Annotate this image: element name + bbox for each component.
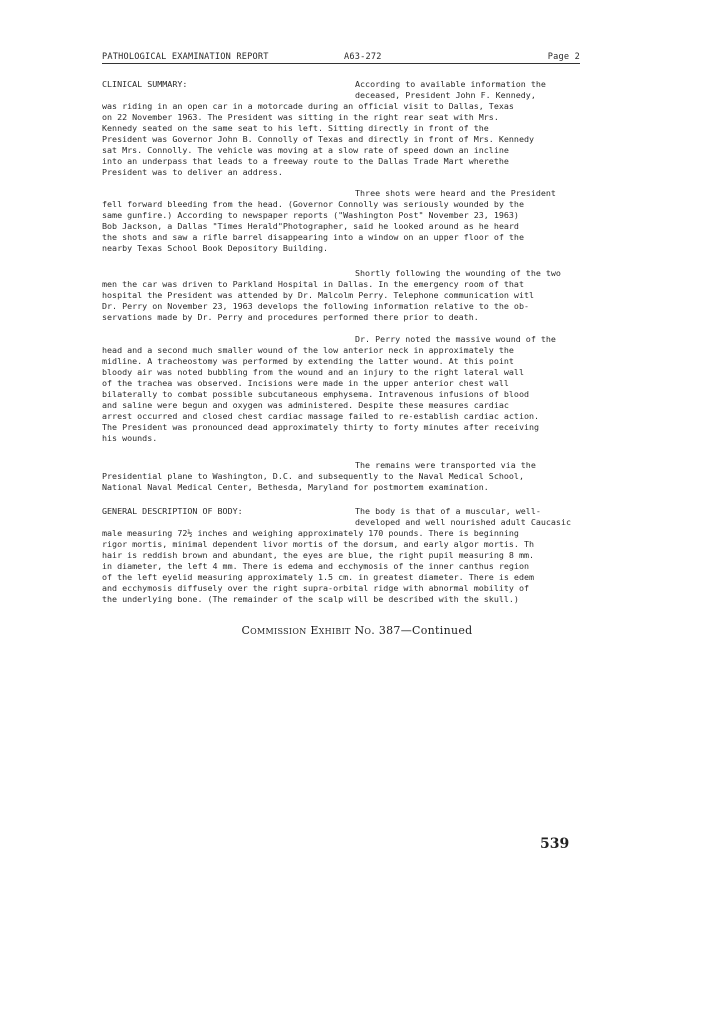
text-line: Dr. Perry noted the massive wound of the — [355, 334, 556, 344]
exhibit-caption-suffix: —Continued — [400, 624, 473, 637]
text-line: of the left eyelid measuring approximately 1.5 cm. in greatest diameter. There is edem — [102, 572, 535, 582]
report-title: PATHOLOGICAL EXAMINATION REPORT — [102, 52, 269, 62]
text-line: into an underpass that leads to a freeway route to the Dallas Trade Mart wherethe — [102, 156, 509, 166]
clinical-summary-label: CLINICAL SUMMARY: — [102, 79, 188, 89]
text-line: men the car was driven to Parkland Hospital in Dallas. In the emergency room of that — [102, 279, 524, 289]
text-line: hospital the President was attended by Dr. Malcolm Perry. Telephone communication witl — [102, 290, 535, 300]
text-line: the underlying bone. (The remainder of the scalp will be described with the skull.) — [102, 594, 519, 604]
text-line: arrest occurred and closed chest cardiac massage failed to re-establish cardiac action. — [102, 411, 540, 421]
text-line: his wounds. — [102, 433, 158, 443]
text-line: Presidential plane to Washington, D.C. and subsequently to the Naval Medical School, — [102, 471, 524, 481]
text-line: bloody air was noted bubbling from the wound and an injury to the right lateral wall — [102, 367, 524, 377]
text-line: on 22 November 1963. The President was sitting in the right rear seat with Mrs. — [102, 112, 499, 122]
text-line: nearby Texas School Book Depository Building. — [102, 243, 329, 253]
text-line: sat Mrs. Connolly. The vehicle was moving at a slow rate of speed down an incline — [102, 145, 509, 155]
exhibit-caption — [0, 624, 714, 637]
case-number: A63-272 — [344, 52, 382, 62]
text-line: developed and well nourished adult Caucasic — [355, 517, 572, 527]
text-line: Bob Jackson, a Dallas "Times Herald"Photographer, said he looked around as he heard — [102, 221, 519, 231]
text-line: was riding in an open car in a motorcade during an official visit to Dallas, Texas — [102, 101, 514, 111]
text-line: President was Governor John B. Connolly of Texas and directly in front of Mrs. Kennedy — [102, 134, 535, 144]
text-line: National Naval Medical Center, Bethesda, Maryland for postmortem examination. — [102, 482, 489, 492]
text-line: the shots and saw a rifle barrel disappearing into a window on an upper floor of the — [102, 232, 524, 242]
text-line: The President was pronounced dead approximately thirty to forty minutes after receiving — [102, 422, 540, 432]
text-line: President was to deliver an address. — [102, 167, 283, 177]
text-line: hair is reddish brown and abundant, the eyes are blue, the right pupil measuring 8 mm. — [102, 550, 535, 560]
text-line: rigor mortis, minimal dependent livor mortis of the dorsum, and early algor mortis. Th — [102, 539, 535, 549]
text-line: head and a second much smaller wound of the low anterior neck in approximately the — [102, 345, 514, 355]
text-line: Kennedy seated on the same seat to his left. Sitting directly in front of the — [102, 123, 489, 133]
text-line: The body is that of a muscular, well- — [355, 506, 541, 516]
general-description-label: GENERAL DESCRIPTION OF BODY: — [102, 506, 243, 516]
text-line: According to available information the — [355, 79, 546, 89]
text-line: The remains were transported via the — [355, 460, 536, 470]
text-line: deceased, President John F. Kennedy, — [355, 90, 536, 100]
text-line: in diameter, the left 4 mm. There is edema and ecchymosis of the inner canthus region — [102, 561, 529, 571]
text-line: and saline were begun and oxygen was administered. Despite these measures cardiac — [102, 400, 509, 410]
text-line: midline. A tracheostomy was performed by extending the latter wound. At this point — [102, 356, 514, 366]
text-line: Shortly following the wounding of the two — [355, 268, 561, 278]
text-line: and ecchymosis diffusely over the right supra-orbital ridge with abnormal mobility of — [102, 583, 529, 593]
page-label: Page 2 — [547, 52, 580, 62]
text-line: fell forward bleeding from the head. (Governor Connolly was seriously wounded by the — [102, 199, 524, 209]
text-line: Three shots were heard and the President — [355, 188, 556, 198]
text-line: of the trachea was observed. Incisions were made in the upper anterior chest wall — [102, 378, 509, 388]
text-line: Dr. Perry on November 23, 1963 develops the following information relative to the ob- — [102, 301, 529, 311]
page-number: 539 — [540, 836, 570, 852]
header-rule — [102, 63, 580, 64]
text-line: male measuring 72½ inches and weighing approximately 170 pounds. There is beginning — [102, 528, 519, 538]
text-line: same gunfire.) According to newspaper reports ("Washington Post" November 23, 1963) — [102, 210, 519, 220]
exhibit-caption-prefix: Commission Exhibit No. 387 — [241, 624, 401, 637]
report-header — [102, 52, 580, 66]
text-line: bilaterally to combat possible subcutaneous emphysema. Intravenous infusions of blood — [102, 389, 529, 399]
text-line: servations made by Dr. Perry and procedures performed there prior to death. — [102, 312, 479, 322]
